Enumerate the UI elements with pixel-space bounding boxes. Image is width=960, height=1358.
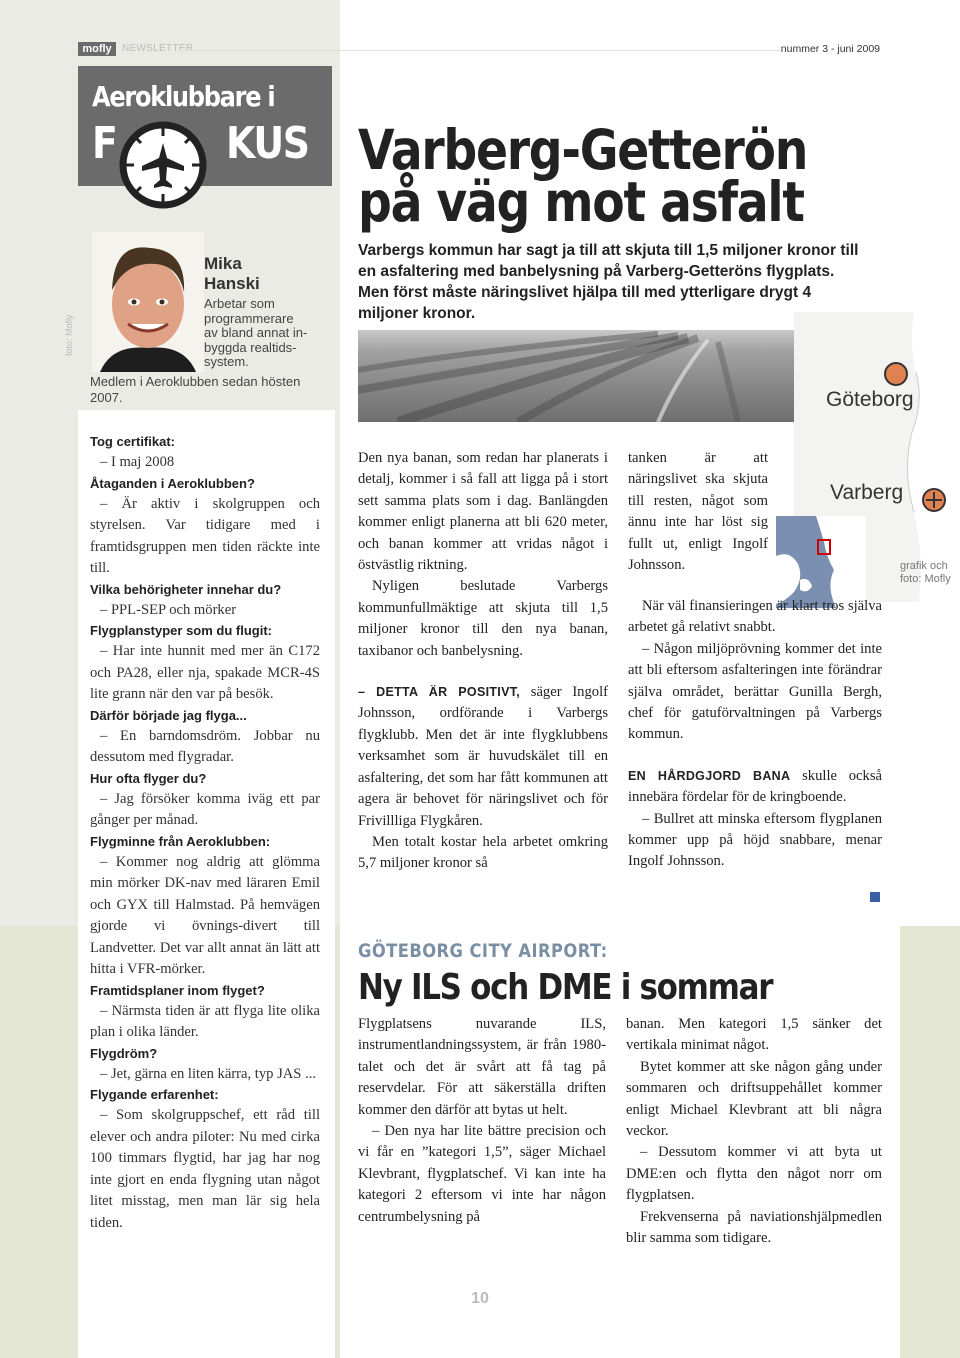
article-col2-narrow	[628, 448, 768, 576]
paragraph-lead-caps: EN HÅRDGJORD BANA	[628, 768, 791, 783]
interview-answer: – Som skolgruppschef, ett råd till elever och andra piloter: Nu med cirka 100 timmars flygtid, har jag har nog inte gjort en enda flygning utan något litet misstag, men man lär sig hela tiden.	[90, 1107, 320, 1231]
issue-label: nummer 3 - juni 2009	[780, 43, 880, 55]
interview-answer: – Närmsta tiden är att flyga lite olika plan i olika länder.	[90, 1002, 320, 1040]
profile-job-line: system.	[204, 354, 249, 369]
interview-answer: – PPL-SEP och mörker	[100, 601, 237, 618]
interview-question: Framtidsplaner inom flyget?	[90, 982, 265, 998]
interview	[90, 432, 320, 1234]
paragraph: – Dessutom kommer vi att byta ut DME:en och flytta den något norr om flygplatsen.	[626, 1144, 882, 1204]
fokus-kus: KUS	[226, 118, 309, 169]
airport-symbol-icon	[922, 488, 946, 512]
article-col2	[628, 596, 882, 873]
paragraph: – Bullret att minska eftersom flygplanen kommer upp på höjd snabbare, menar Ingolf Johnsson.	[628, 810, 882, 870]
interview-answer: – Är aktiv i skolgruppen och styrelsen. Var tidigare med i framtidsgruppen men tiden räckte inte till.	[90, 495, 320, 576]
portrait-image	[92, 232, 204, 372]
interview-answer: – Har inte hunnit med mer än C172 och PA28, eller nja, spakade MCR-4S lite grann när den var på besök.	[90, 643, 320, 702]
paragraph: Bytet kommer att ske någon gång under sommaren och driftsuppehållet kommer enligt Michael Klevbrant att bli några veckor.	[626, 1058, 882, 1140]
paragraph: Frekvenserna på naviationshjälpmedlen blir samma som tidigare.	[626, 1208, 882, 1247]
paragraph: banan. Men kategori 1,5 sänker det vertikala minimat något.	[626, 1016, 882, 1054]
profile-first-name: Mika	[204, 254, 242, 273]
article2-col2	[626, 1014, 882, 1249]
interview-question: Flygminne från Aeroklubben:	[90, 833, 271, 849]
section-label: NEWSLETTER	[122, 43, 194, 54]
paragraph	[628, 766, 882, 809]
interview-question: Tog certifikat:	[90, 434, 175, 449]
profile-job	[204, 297, 307, 370]
paragraph: Men totalt kostar hela arbetet omkring 5,7 miljoner kronor så	[358, 833, 608, 872]
interview-question: Flygande erfarenhet:	[90, 1087, 219, 1102]
paragraph: Nyligen beslutade Varbergs kommunfullmäktige att skjuta till 1,5 miljoner kronor till den nya banan, taxibanor och banbelysning.	[358, 578, 608, 659]
paragraph-text: säger Ingolf Johnsson, ordförande i Varbergs flygklubb. Men det är inte flygklubbens verksamhet som är huvudskälet till en asfaltering, det som har fått kommunen att agera är behovet för näringslivet och för Frivillliga Flygkåren.	[358, 684, 608, 829]
interview-answer: – Jet, gärna en liten kärra, typ JAS ...	[100, 1065, 317, 1082]
profile-photo	[92, 232, 204, 372]
paragraph: – Den nya har lite bättre precision och vi får en ”kategori 1,5”, säger Michael Klevbrant, flygplatschef. Vi kan inte ha kategori 2 eftersom vi inte har någon centrumbelysning på	[358, 1123, 606, 1225]
profile-member	[90, 374, 300, 406]
interview-answer: – I maj 2008	[100, 454, 175, 470]
article-col1	[358, 448, 608, 875]
article-title-line1: Varberg-Getterön	[358, 118, 808, 182]
article2-title: Ny ILS och DME i sommar	[358, 967, 773, 1008]
paragraph: Flygplatsens nuvarande ILS, instrumentlandningssystem, är från 1980-talet och det är svårt att få tag på reservdelar. För att säkerställa driften kommer den därför att bytas ut helt.	[358, 1016, 606, 1118]
article-lede: Varbergs kommun har sagt ja till att skjuta till 1,5 miljoner kronor till en asfaltering med banbelysning på Varberg-Getteröns flygplats. Men först måste näringslivet hjälpa till med ytterligare drygt 4 miljoner kronor.	[358, 242, 859, 322]
fokus-line1: Aeroklubbare i	[92, 80, 275, 113]
profile-job-line: programmerare	[204, 310, 294, 326]
interview-question: Åtaganden i Aeroklubben?	[90, 475, 255, 491]
inset-map	[776, 516, 866, 608]
interview-answer: – Kommer nog aldrig att glömma min mörker DK-nav med läraren Emil och GYX till Halmstad. På hemvägen gjorde vi övnings-divert till Landvetter. Det var allt annat än lätt att hitta i VFR-mörker.	[90, 853, 320, 977]
map-label-varberg: Varberg	[830, 481, 904, 504]
paragraph: – Någon miljöprövning kommer det inte att bli eftersom asfalteringen inte förändrar själva området, berättar Gunilla Bergh, chef för gatuförvaltningen på Varbergs kommun.	[628, 640, 882, 743]
airport-symbol-v	[933, 492, 935, 508]
interview-answer: – En barndomsdröm. Jobbar nu dessutom med flygradar.	[90, 727, 320, 765]
profile-job-line: av bland annat in-	[204, 325, 308, 340]
profile-last-name: Hanski	[204, 274, 260, 293]
map-credit-line2: foto: Mofly	[900, 573, 951, 585]
paragraph-lead-caps: – DETTA ÄR POSITIVT,	[358, 685, 521, 700]
paragraph: Den nya banan, som redan har planerats i detalj, kommer i så fall att ligga på i stort sett samma plats som i dag. Banlängden kommer enligt planerna att bli 620 meter, och banan kommer att vridas något i östvästlig riktning.	[358, 450, 608, 574]
interview-answer: – Jag försöker komma iväg ett par gånger per månad.	[90, 790, 320, 828]
article2-kicker: GÖTEBORG CITY AIRPORT:	[358, 940, 608, 962]
article2-col1	[358, 1014, 606, 1228]
header-rule	[180, 50, 780, 51]
interview-question: Flygdröm?	[90, 1045, 158, 1061]
runway-photo	[358, 330, 794, 422]
map-credit-line1: grafik och	[900, 560, 948, 572]
profile-job-line: byggda realtids-	[204, 339, 297, 355]
logo: mofly	[78, 42, 116, 56]
fokus-f: F	[92, 118, 117, 169]
interview-question: Hur ofta flyger du?	[90, 770, 207, 786]
profile-member-line: Medlem i Aeroklubben sedan hösten	[90, 374, 301, 389]
interview-question: Flygplanstyper som du flugit:	[90, 623, 273, 638]
interview-question: Därför började jag flyga...	[90, 707, 247, 723]
clock-plane-icon	[116, 118, 210, 212]
runway-skid-marks	[358, 330, 794, 422]
paragraph-text: skulle också innebära fördelar för de kringboende.	[628, 767, 882, 806]
profile-job-line: Arbetar som	[204, 296, 275, 311]
end-mark-icon	[870, 892, 880, 902]
interview-question: Vilka behörigheter innehar du?	[90, 581, 282, 597]
paragraph: När väl finansieringen är klart tros själva arbetet gå relativt snabbt.	[628, 598, 882, 636]
paragraph	[358, 682, 608, 832]
profile-member-line: 2007.	[90, 390, 123, 405]
paragraph: tanken är att näringslivet ska skjuta till resten, något som ännu inte har löst sig fullt ut, enligt Ingolf Johnsson.	[628, 450, 768, 574]
map-label-goteborg: Göteborg	[826, 388, 914, 411]
photo-credit: foto: Mofly	[64, 314, 74, 356]
page-number: 10	[471, 1290, 489, 1307]
goteborg-dot	[884, 362, 908, 386]
article-title-line2: på väg mot asfalt	[358, 170, 804, 234]
